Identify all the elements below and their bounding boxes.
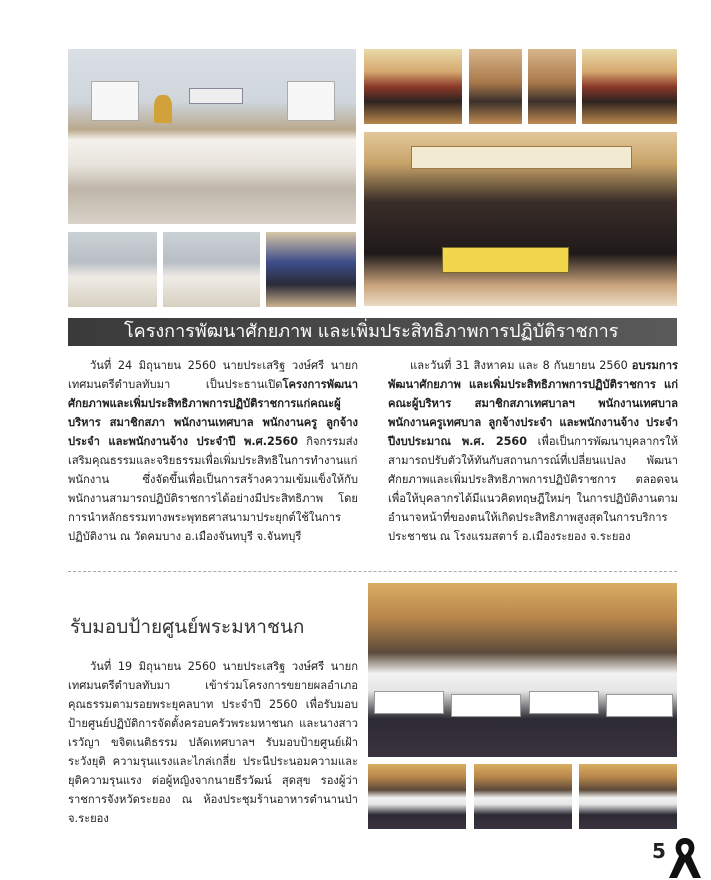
left-text-1: วันที่ 24 มิถุนายน 2560 นายประเสริฐ วงษ์ศรี นายกเทศมนตรีตำบลทับมา เป็นประธานเปิด: [68, 359, 358, 391]
photo-ceremony-small-2: [474, 764, 572, 829]
photo-ceremony-main: [368, 583, 677, 757]
left-text-bold: โครงการพัฒนาศักยภาพและเพิ่มประสิทธิภาพการปฏิบัติราชการแก่คณะผู้บริหาร สมาชิกสภา พนักงานเทศบาล พนักงานครู ลูกจ้างประจำ และพนักงานจ้าง ประจำปี พ.ศ.2560: [68, 378, 358, 448]
photo-activity-4: [582, 49, 677, 124]
photo-small-3: [266, 232, 356, 307]
mourning-ribbon-icon: [665, 834, 705, 880]
left-text-2: กิจกรรมส่งเสริมคุณธรรมและจริยธรรมเพื่อเพิ่มประสิทธิในการทำงานแก่พนักงาน ซึ่งจัดขึ้นเพื่อเป็นการสร้างความเข้มแข็งให้กับพนักงานสามารถปฏิบัติราชการได้อย่างมีประสิทธิภาพ โดยการนำหลักธรรมทางพระพุทธศาสนามาประยุกต์ใช้ในการปฏิบัติงาน ณ วัดคมบาง อ.เมืองจันทบุรี จ.จันทบุรี: [68, 435, 358, 543]
section-divider: [68, 571, 677, 572]
page-number: 5: [652, 839, 666, 863]
photo-small-2: [163, 232, 260, 307]
right-text-2: เพื่อเป็นการพัฒนาบุคลากรให้สามารถปรับตัวให้ทันกับสถานการณ์ที่เปลี่ยนแปลง พัฒนาศักยภาพและเพิ่มประสิทธิภาพการปฏิบัติราชการ ตลอดจนเพื่อให้บุคลากรได้มีแนวคิดทฤษฎีใหม่ๆ ในการปฏิบัติงานตามอำนาจหน้าที่ของตนให้เกิดประสิทธิภาพสูงสุดในการบริการประชาชน ณ โรงแรมสตาร์ อ.เมืองระยอง จ.ระยอง: [388, 435, 678, 543]
section-heading-mahachanok: รับมอบป้ายศูนย์พระมหาชนก: [70, 616, 305, 638]
photo-activity-2: [469, 49, 522, 124]
section-banner-development: โครงการพัฒนาศักยภาพ และเพิ่มประสิทธิภาพการปฏิบัติราชการ: [68, 318, 677, 346]
photo-small-1: [68, 232, 157, 307]
photo-ceremony-small-1: [368, 764, 466, 829]
paragraph-development-right: [388, 356, 678, 546]
photo-ceremony-small-3: [579, 764, 677, 829]
photo-activity-1: [364, 49, 462, 124]
paragraph-development-left: [68, 356, 358, 546]
photo-temple-hall: [68, 49, 356, 224]
right-text-bold: อบรมการพัฒนาศักยภาพ และเพิ่มประสิทธิภาพการปฏิบัติราชการ แก่คณะผู้บริหาร สมาชิกสภาเทศบาลฯ พนักงานเทศบาล พนักงานครูเทศบาล ลูกจ้างประจำ และพนักงานจ้าง ประจำปีงบประมาณ พ.ศ. 2560: [388, 359, 678, 448]
right-text-1: และวันที่ 31 สิงหาคม และ 8 กันยายน 2560: [410, 359, 632, 372]
mahachanok-text: วันที่ 19 มิถุนายน 2560 นายประเสริฐ วงษ์ศรี นายกเทศมนตรีตำบลทับมา เข้าร่วมโครงการขยายผลอำเภอคุณธรรมตามรอยพระยุคลบาท ประจำปี 2560 เพื่อรับมอบป้ายศูนย์ปฏิบัติการจัดตั้งครอบครัวพระมหาชนก และนางสาวเรวัญา ขจิตเนติธรรม ปลัดเทศบาลฯ รับมอบป้ายศูนย์เฝ้าระวังยุติ ความรุนแรงและไกล่เกลี่ย ประนีประนอมความและยุติความรุนแรง ต่อผู้หญิงจากนายธีรวัฒน์ สุดสุข รองผู้ว่าราชการจังหวัดระยอง ณ ห้องประชุมร้านอาหารตำนานป่า จ.ระยอง: [68, 660, 358, 825]
photo-group-seminar: [364, 132, 677, 306]
photo-activity-3: [528, 49, 576, 124]
paragraph-mahachanok: [68, 657, 358, 828]
